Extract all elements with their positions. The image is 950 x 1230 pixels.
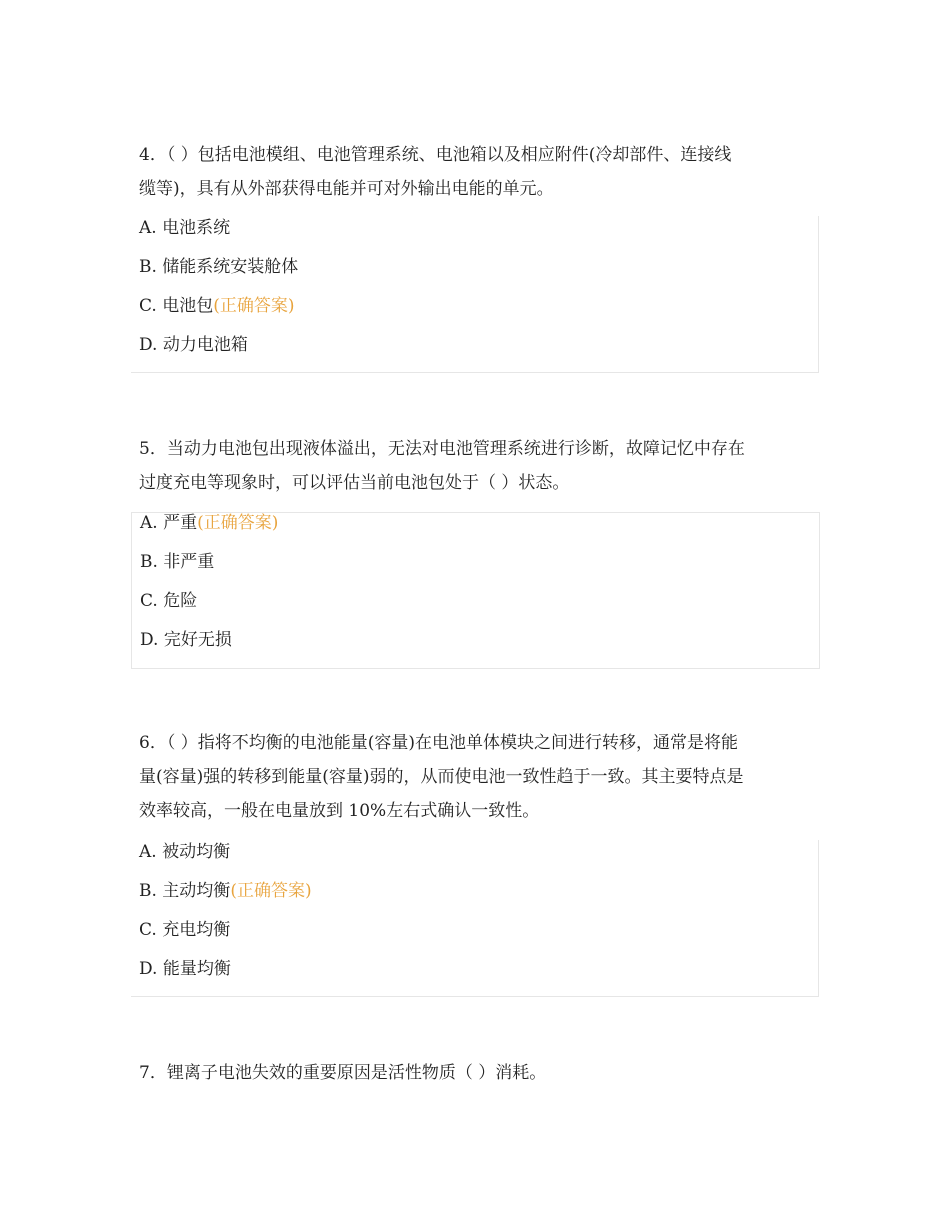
option-c[interactable]: C. 充电均衡 (139, 920, 231, 940)
option-b[interactable]: B. 储能系统安装舱体 (139, 257, 299, 277)
correct-answer-tag: (正确答案) (230, 881, 312, 901)
question-7 (139, 1056, 819, 1090)
option-d[interactable]: D. 完好无损 (140, 630, 232, 650)
options-box (131, 840, 819, 997)
options-box (131, 216, 819, 373)
option-d[interactable]: D. 能量均衡 (139, 959, 231, 979)
question-text: 6．（ ）指将不均衡的电池能量(容量)在电池单体模块之间进行转移，通常是将能 量(容量)强的转移到能量(容量)弱的，从而使电池一致性趋于一致。其主要特点是 效率较高，一般在电量放到 10%左右式确认一致性。 (139, 733, 744, 821)
option-b[interactable]: B. 主动均衡(正确答案) (139, 881, 312, 901)
question-5 (139, 432, 819, 500)
options-box (131, 512, 820, 669)
question-text: 4．（ ）包括电池模组、电池管理系统、电池箱以及相应附件(冷却部件、连接线 缆等)，具有从外部获得电能并可对外输出电能的单元。 (139, 145, 732, 199)
question-text: 5．当动力电池包出现液体溢出，无法对电池管理系统进行诊断，故障记忆中存在 过度充电等现象时，可以评估当前电池包处于（ ）状态。 (139, 439, 745, 493)
option-d[interactable]: D. 动力电池箱 (139, 335, 248, 355)
option-c[interactable]: C. 危险 (140, 591, 198, 611)
option-a[interactable]: A. 严重(正确答案) (140, 513, 279, 533)
option-a[interactable]: A. 电池系统 (139, 218, 231, 238)
question-4 (139, 138, 819, 206)
question-text: 7．锂离子电池失效的重要原因是活性物质（ ）消耗。 (139, 1063, 547, 1083)
correct-answer-tag: (正确答案) (213, 296, 295, 316)
question-6 (139, 726, 819, 828)
option-c[interactable]: C. 电池包(正确答案) (139, 296, 295, 316)
option-b[interactable]: B. 非严重 (140, 552, 215, 572)
option-a[interactable]: A. 被动均衡 (139, 842, 231, 862)
correct-answer-tag: (正确答案) (197, 513, 279, 533)
